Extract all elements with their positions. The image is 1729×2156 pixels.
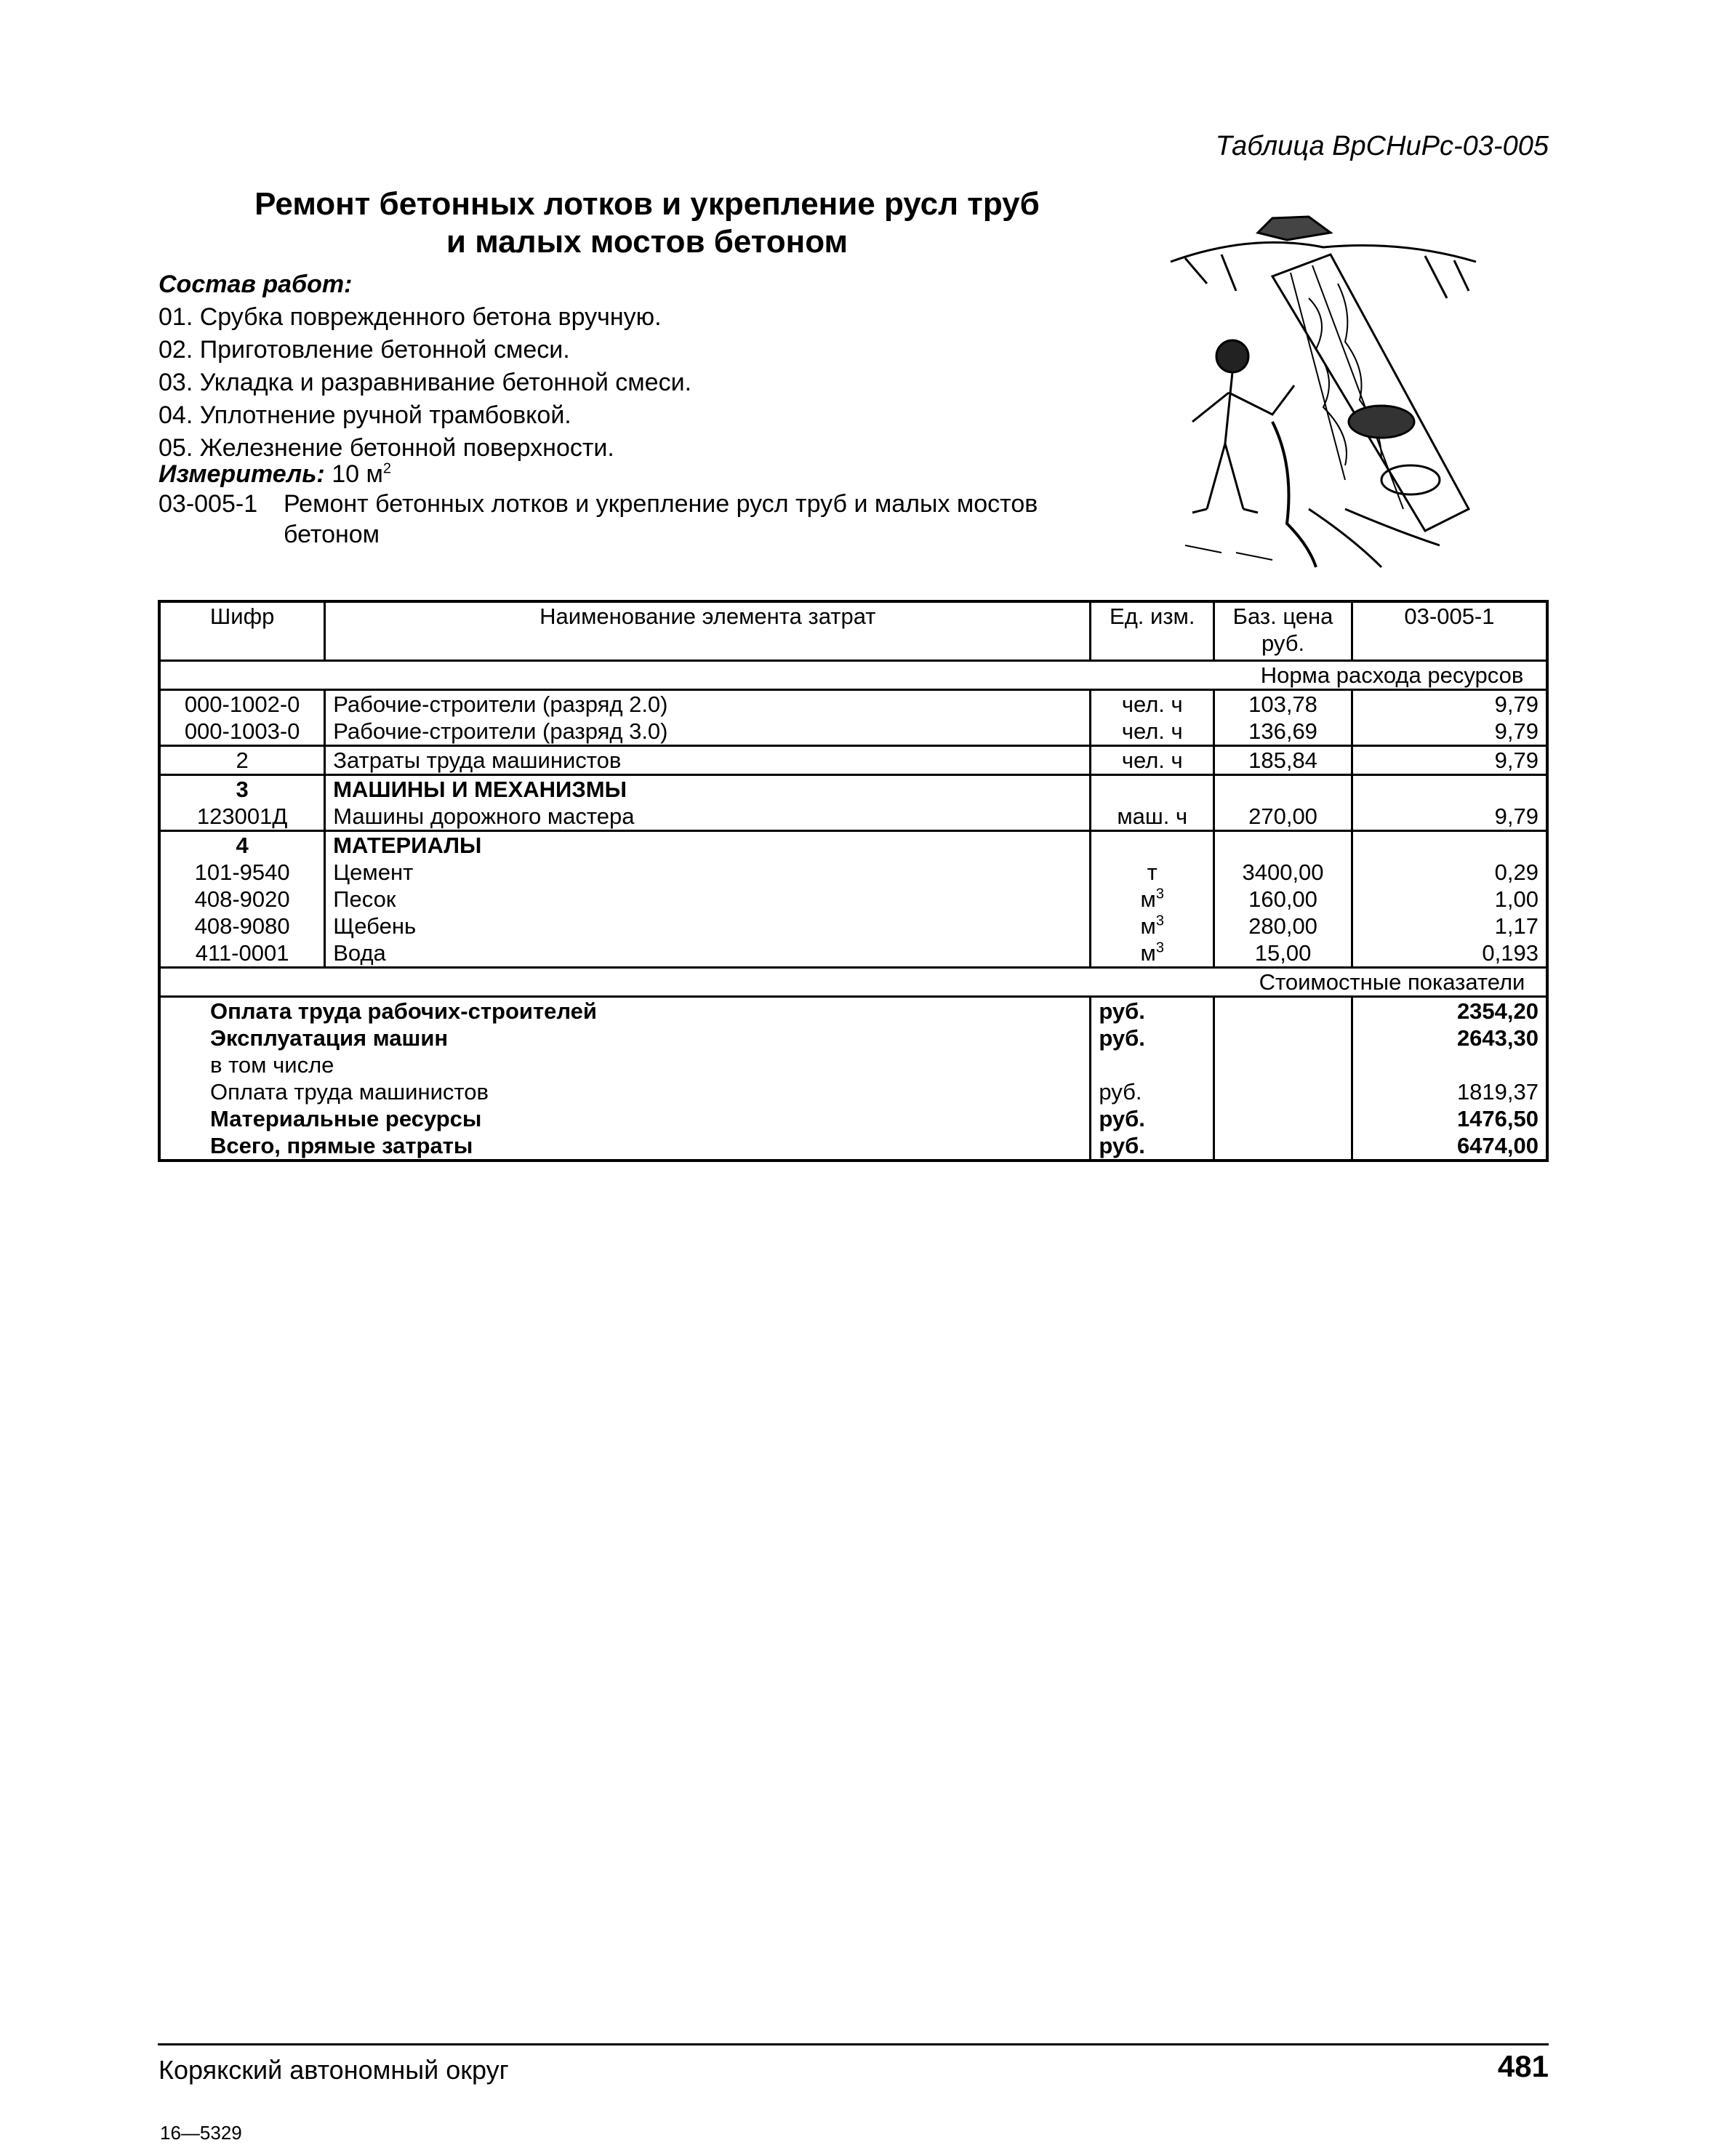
cost-row: Материальные ресурсы руб. 1476,50 bbox=[159, 1105, 1547, 1132]
cost-row: Всего, прямые затраты руб. 6474,00 bbox=[159, 1132, 1547, 1161]
norm-text: Ремонт бетонных лотков и укрепление русл труб и малых мостов bbox=[284, 490, 1038, 518]
cost-row: Эксплуатация машин руб. 2643,30 bbox=[159, 1025, 1547, 1051]
table-row: 408-9080 Щебень $м^3$ 280,00 1,17 bbox=[159, 913, 1547, 939]
resource-table bbox=[158, 600, 1549, 1162]
table-row: 000-1003-0 Рабочие-строители (разряд 3.0) чел. ч 136,69 9,79 bbox=[159, 718, 1547, 746]
page-title bbox=[160, 185, 1134, 261]
cost-row: Оплата труда машинистов руб. 1819,37 bbox=[159, 1078, 1547, 1105]
title-line-1: Ремонт бетонных лотков и укрепление русл труб bbox=[254, 186, 1040, 222]
table-row: 411-0001 Вода $м^3$ 15,00 0,193 bbox=[159, 939, 1547, 968]
section-norms-row bbox=[159, 661, 1547, 690]
table-row: 3 МАШИНЫ И МЕХАНИЗМЫ bbox=[159, 775, 1547, 804]
title-line-2: и малых мостов бетоном bbox=[446, 224, 849, 260]
operation-item: 03. Укладка и разравнивание бетонной смеси. bbox=[159, 369, 692, 396]
operation-item: 01. Срубка поврежденного бетона вручную. bbox=[159, 303, 662, 331]
table-row: 4 МАТЕРИАЛЫ bbox=[159, 831, 1547, 859]
header-norm: 03-005-1 bbox=[1352, 601, 1547, 661]
composition-heading: Состав работ: bbox=[159, 270, 353, 298]
table-row: 408-9020 Песок $м^3$ 160,00 1,00 bbox=[159, 886, 1547, 913]
page-number: 481 bbox=[1497, 2049, 1549, 2083]
norm-description bbox=[159, 489, 1038, 550]
cost-row: Оплата труда рабочих-строителей руб. 2354,20 bbox=[159, 997, 1547, 1025]
header-code: Шифр bbox=[209, 604, 275, 629]
cost-row: в том числе bbox=[159, 1051, 1547, 1078]
operations-list bbox=[159, 301, 691, 465]
header-unit: Ед. изм. bbox=[1091, 601, 1214, 661]
header-price: Баз. цена руб. bbox=[1214, 601, 1352, 661]
norm-code: 03-005-1 bbox=[159, 490, 258, 518]
table-header-row bbox=[159, 601, 1547, 661]
footer-region: Корякский автономный округ bbox=[159, 2055, 509, 2085]
operation-item: 05. Железнение бетонной поверхности. bbox=[159, 434, 614, 462]
table-row: 101-9540 Цемент т 3400,00 0,29 bbox=[159, 859, 1547, 886]
section-norms-label: Норма расхода ресурсов bbox=[1260, 662, 1524, 688]
operation-item: 04. Уплотнение ручной трамбовкой. bbox=[159, 401, 571, 429]
measure bbox=[159, 460, 391, 489]
norm-text-cont: бетоном bbox=[284, 521, 380, 548]
measure-sup: 2 bbox=[382, 460, 391, 477]
section-costs-label: Стоимостные показатели bbox=[1259, 969, 1525, 995]
footer-divider bbox=[158, 2043, 1549, 2045]
operation-item: 02. Приготовление бетонной смеси. bbox=[159, 336, 570, 364]
table-row: 2 Затраты труда машинистов чел. ч 185,84 9,79 bbox=[159, 746, 1547, 775]
print-code: 16—5329 bbox=[160, 2122, 242, 2144]
header-name: Наименование элемента затрат bbox=[325, 601, 1091, 661]
table-label: Таблица ВрСНиРс-03-005 bbox=[1215, 131, 1549, 161]
measure-value: 10 м bbox=[332, 460, 383, 488]
measure-label: Измеритель: bbox=[159, 460, 325, 488]
worker-illustration bbox=[1163, 204, 1483, 574]
section-costs-row bbox=[159, 968, 1547, 997]
table-row: 000-1002-0 Рабочие-строители (разряд 2.0) чел. ч 103,78 9,79 bbox=[159, 690, 1547, 718]
table-row: 123001Д Машины дорожного мастера маш. ч 270,00 9,79 bbox=[159, 803, 1547, 831]
